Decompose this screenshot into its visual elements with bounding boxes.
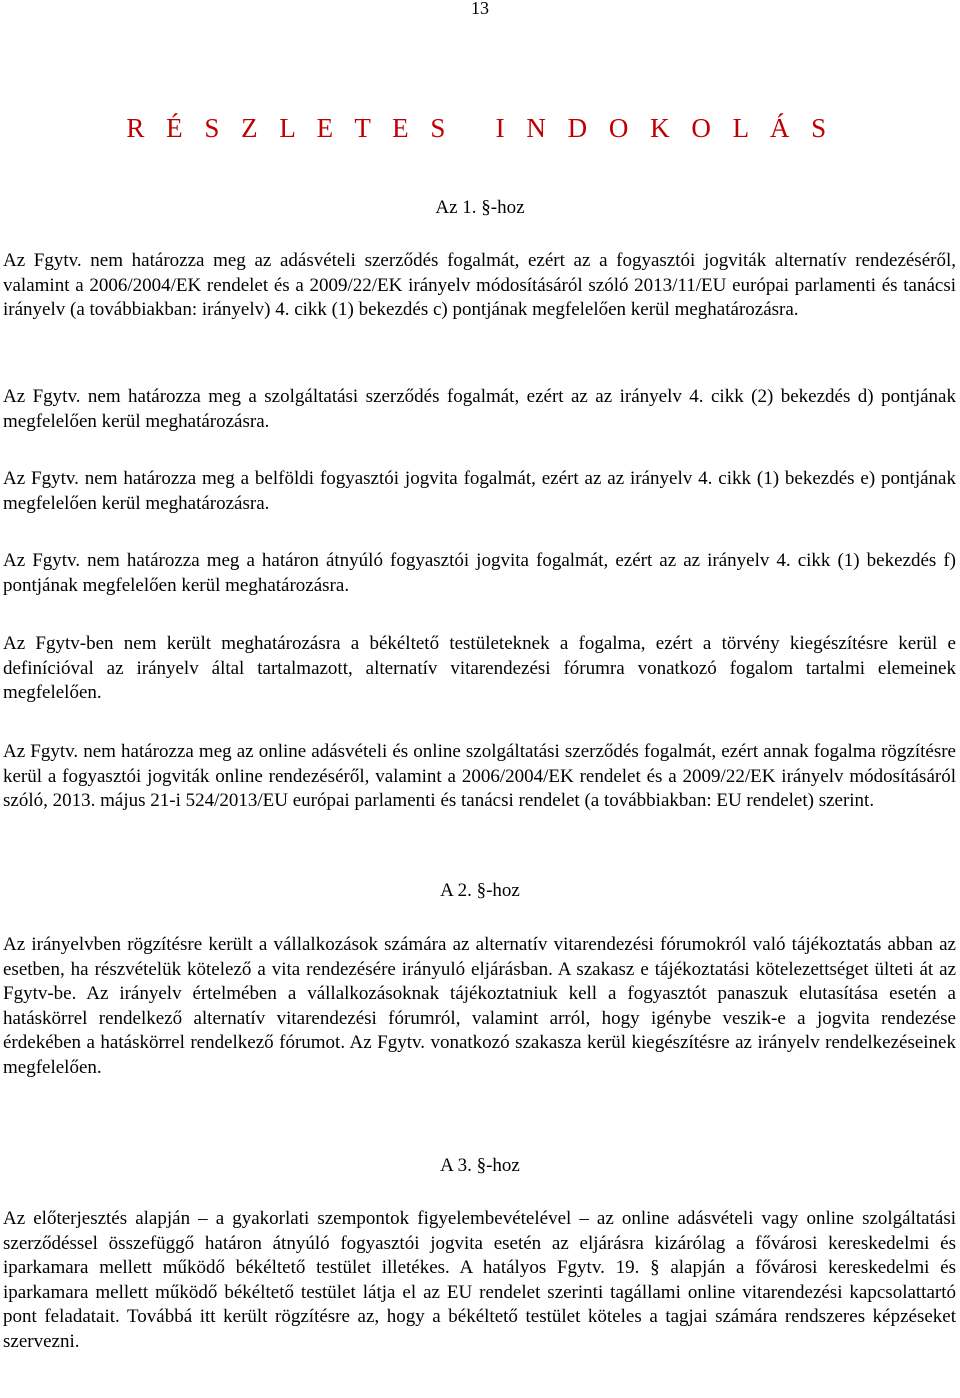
section2-paragraph-1: Az irányelvben rögzítésre került a vállalkozások számára az alternatív vitarendezési fórumokról való tájékoztatás abban az esetben, ha részvételük kötelező a vita rendezésére irányuló eljárásban. A szakasz e tájékoztatási kötelezettséget ülteti át az Fgytv-be. Az irányelv értelmében a vállalkozásoknak tájékoztatniuk kell a fogyasztót panaszuk elutasítása esetén a hatáskörrel rendelkező alternatív vitarendezési fórumról, valamint arról, hogy igénybe veszik-e a jogvita rendezése érdekében a hatáskörrel rendelkező fórumot. Az Fgytv. vonatkozó szakasza kerül kiegészítésre az irányelv rendelkezéseinek megfelelően.	[3, 934, 956, 1078]
section-heading-1: Az 1. §-hoz	[435, 197, 525, 218]
section1-paragraph-4: Az Fgytv. nem határozza meg a határon átnyúló fogyasztói jogvita fogalmát, ezért az az irányelv 4. cikk (1) bekezdés f) pontjának megfelelően kerül meghatározásra.	[3, 550, 956, 596]
section3-paragraph-1: Az előterjesztés alapján – a gyakorlati szempontok figyelembevételével – az online adásvételi vagy online szolgáltatási szerződéssel összefüggő határon átnyúló fogyasztói jogvita esetén az eljárásra kizárólag a fővárosi kereskedelmi és iparkamara mellett működő békéltető testület illetékes. A hatályos Fgytv. 19. § alapján a fővárosi kereskedelmi és iparkamara mellett működő békéltető testület látja el az EU rendelet szerinti tagállami online vitarendezési kapcsolattartó pont feladatait. Továbbá itt került rögzítésre az, hogy a békéltető testület köteles a tagjai számára rendszeres képzéseket szervezni.	[3, 1208, 956, 1352]
page-number: 13	[471, 0, 489, 18]
document-title-part1: R É S Z L E T E S	[126, 113, 453, 143]
document-title	[0, 112, 960, 144]
section-heading-2: A 2. §-hoz	[440, 880, 520, 901]
section1-paragraph-2: Az Fgytv. nem határozza meg a szolgáltatási szerződés fogalmát, ezért az az irányelv 4. cikk (2) bekezdés d) pontjának megfelelően kerül meghatározásra.	[3, 386, 956, 432]
section1-paragraph-1: Az Fgytv. nem határozza meg az adásvételi szerződés fogalmát, ezért az a fogyasztói jogviták alternatív rendezéséről, valamint a 2006/2004/EK rendelet és a 2009/22/EK irányelv módosításáról szóló 2013/11/EU európai parlamenti és tanácsi irányelv (a továbbiakban: irányelv) 4. cikk (1) bekezdés c) pontjának megfelelően kerül meghatározásra.	[3, 250, 956, 321]
section1-paragraph-5: Az Fgytv-ben nem került meghatározásra a békéltető testületeknek a fogalma, ezért a törvény kiegészítésre kerül e definícióval az irányelv által tartalmazott, alternatív vitarendezési fórumra vonatkozó fogalom tartalmi elemeinek megfelelően.	[3, 633, 956, 704]
section1-paragraph-3: Az Fgytv. nem határozza meg a belföldi fogyasztói jogvita fogalmát, ezért az az irányelv 4. cikk (1) bekezdés e) pontjának megfelelően kerül meghatározásra.	[3, 468, 956, 514]
section-heading-3: A 3. §-hoz	[440, 1155, 520, 1176]
document-title-part2: I N D O K O L Á S	[495, 113, 834, 143]
section1-paragraph-6: Az Fgytv. nem határozza meg az online adásvételi és online szolgáltatási szerződés fogalmát, ezért annak fogalma rögzítésre kerül a fogyasztói jogviták online rendezéséről, valamint a 2006/2004/EK rendelet és a 2009/22/EK irányelv módosításáról szóló, 2013. május 21-i 524/2013/EU európai parlamenti és tanácsi rendelet (a továbbiakban: EU rendelet) szerint.	[3, 741, 956, 812]
